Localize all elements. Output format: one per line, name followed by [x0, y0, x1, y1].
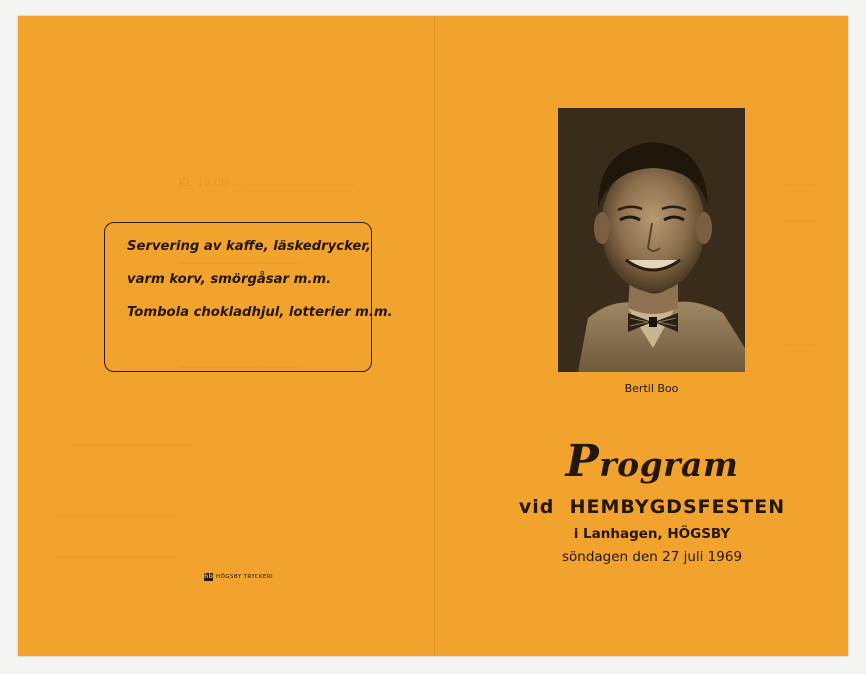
bleed-through-text: ........ [786, 336, 814, 349]
program-title-initial: P [565, 436, 600, 487]
printer-name: HÖGSBY TRYCKERI [216, 574, 274, 580]
back-panel [18, 16, 434, 656]
bleed-through-text: ................................... [73, 436, 196, 449]
program-leaflet [18, 16, 848, 656]
program-title-rest: rogram [599, 445, 739, 484]
bleed-through-text: ................................... [178, 254, 301, 267]
service-line-tombola: Tombola chokladhjul, lotterier m.m. [127, 305, 393, 320]
portrait-caption: Bertil Boo [624, 382, 679, 395]
program-title [496, 436, 808, 487]
bleed-through-text: Kl. 16.00 ................................... [178, 176, 355, 189]
front-panel [436, 16, 848, 656]
printer-imprint [204, 573, 273, 581]
service-line-refreshments: Servering av kaffe, läskedrycker, [127, 239, 371, 254]
service-info-box [104, 222, 393, 372]
bleed-through-text: ........ [786, 212, 814, 225]
event-name: HEMBYGDSFESTEN [569, 496, 786, 518]
portrait-photo [558, 108, 745, 372]
bleed-through-text: ................................... [58, 506, 181, 519]
event-heading [476, 496, 828, 518]
bleed-through-text: ................................... [58, 548, 181, 561]
event-place: i Lanhagen, HÖGSBY [573, 526, 731, 542]
bleed-through-text: ........ [786, 176, 814, 189]
printer-logo-icon: hb [204, 573, 214, 580]
event-prefix: vid [518, 496, 555, 518]
event-date: söndagen den 27 juli 1969 [561, 549, 743, 565]
portrait-illustration [558, 108, 745, 372]
bleed-through-text: ................................... [178, 358, 301, 371]
service-line-food: varm korv, smörgåsar m.m. [127, 272, 332, 287]
